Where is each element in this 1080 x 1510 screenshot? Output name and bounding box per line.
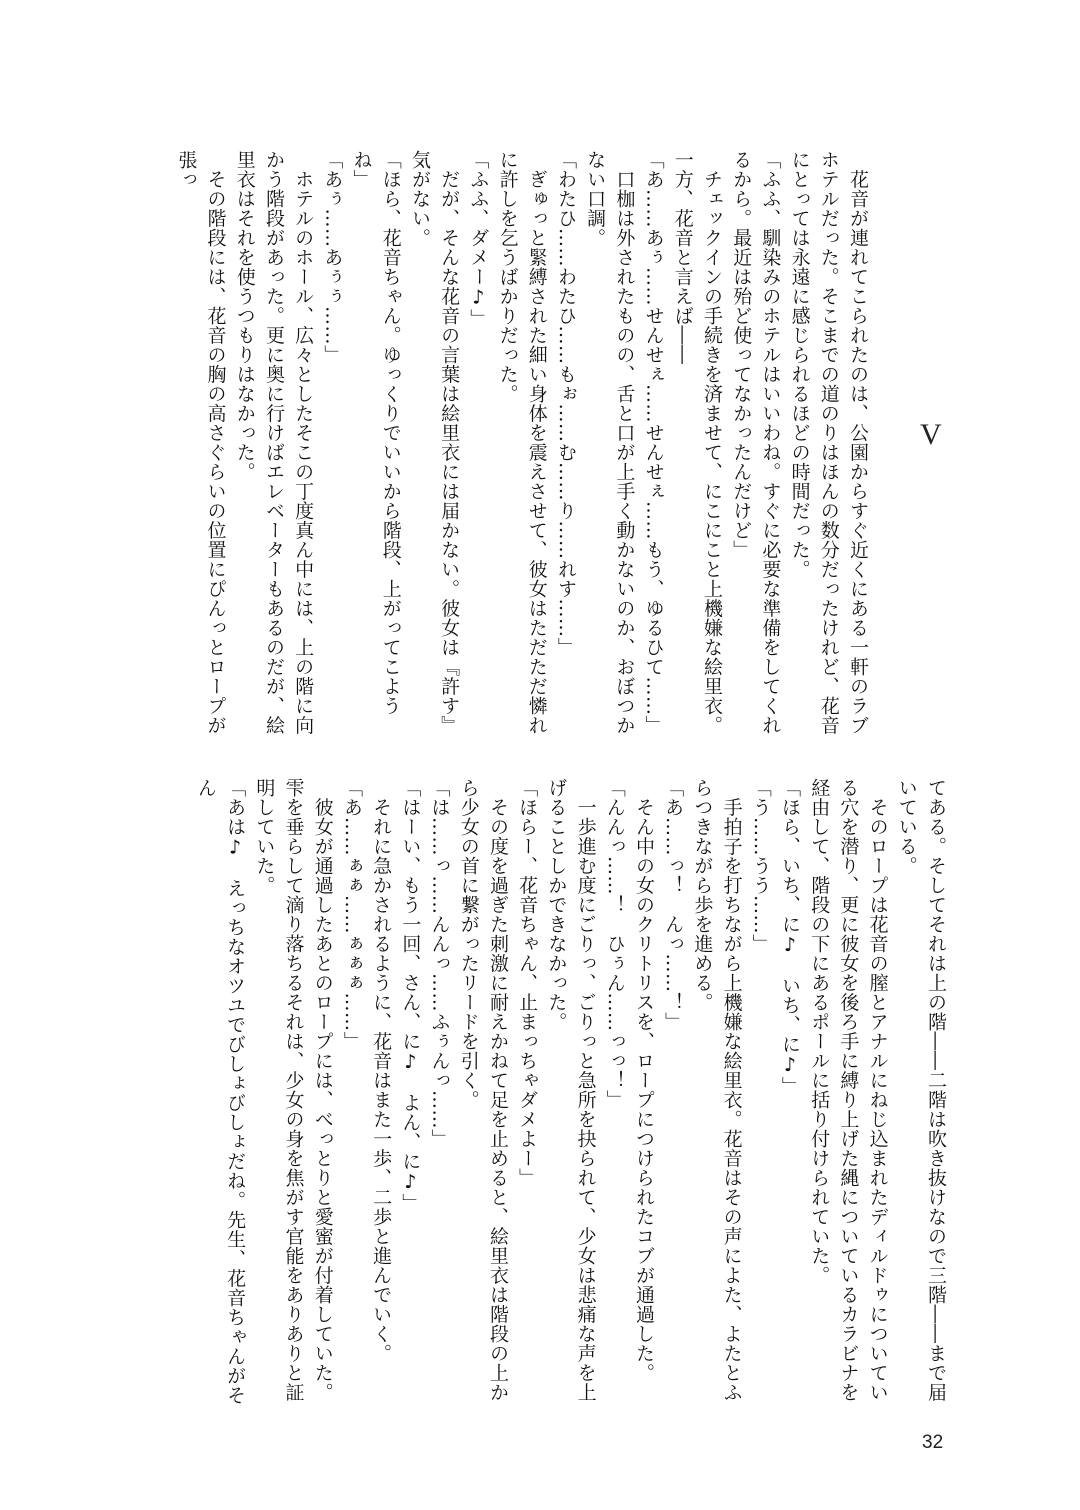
bottom-text-block xyxy=(140,778,950,1408)
paragraph: 花音が連れてこられたのは、公園からすぐ近くにある一軒のラブホテルだった。そこまでの道のりはほんの数分だったけれど、花音にとっては永遠に感じられるほどの時間だった。 xyxy=(788,150,869,735)
paragraph: 「ほら、いち、に♪ いち、に♪」 xyxy=(778,778,801,1096)
paragraph: だが、そんな花音の言葉は絵里衣には届かない。彼女は『許す』気がない。 xyxy=(408,150,461,735)
paragraph: 彼女が通過したあとのロープには、べっとりと愛蜜が付着していた。雫を垂らして滴り落ちるそれは、少女の身を焦がす官能をありありと証明していた。 xyxy=(253,778,334,1402)
paragraph: その階段には、花音の胸の高さぐらいの位置にぴんっとロープが張っ xyxy=(175,150,227,735)
paragraph: 口枷は外されたものの、舌と口が上手く動かないのか、おぼつかない口調。 xyxy=(584,150,636,735)
paragraph: 「んんっ……！ ひぅん……っっ！」 xyxy=(603,778,626,1110)
chapter-title: V xyxy=(920,418,942,451)
paragraph: チェックインの手続きを済ませて、にこにこと上機嫌な絵里衣。一方、花音と言えば―― xyxy=(671,150,723,735)
paragraph: 「ふふ、馴染みのホテルはいいわね。すぐに必要な準備をしてくれるから。最近は殆ど使ってなかったんだけど」 xyxy=(730,150,782,735)
paragraph: 「あ……あぅ……せんせぇ……せんせぇ……もう、ゆるひて……」 xyxy=(642,150,665,735)
paragraph: 「あ……ぁぁ……ぁぁぁ……」 xyxy=(340,778,363,1051)
page-number: 32 xyxy=(922,1432,944,1453)
paragraph: 「ほら、花音ちゃん。ゆっくりでいいから階段、上がってこようね」 xyxy=(350,150,402,716)
paragraph: 「あは♪ えっちなオツユでびしょびしょだね。先生、花音ちゃんがそん xyxy=(194,778,247,1405)
paragraph: 「う……うう……」 xyxy=(749,778,772,954)
paragraph: 「あ……っ！ んっ……！」 xyxy=(662,778,685,1032)
paragraph: 「あぅ……あぅぅ……」 xyxy=(321,150,344,365)
paragraph: それに急かされるように、花音はまた一歩、二歩と進んでいく。 xyxy=(370,778,393,1363)
paragraph: そん中の女のクリトリスを、ロープにつけられたコブが通過した。 xyxy=(632,778,655,1383)
paragraph: 一歩進む度にごりっ、ごりっと急所を抉られて、少女は悲痛な声を上げることしかできなかった。 xyxy=(545,778,597,1402)
paragraph: 手拍子を打ちながら上機嫌な絵里衣。花音はその声によた、よたとふらつきながら歩を進める。 xyxy=(691,778,743,1402)
paragraph: ホテルのホール、広々としたそこの丁度真ん中には、上の階に向かう階段があった。更に奥に行けばエレベーターもあるのだが、絵里衣はそれを使うつもりはなかった。 xyxy=(233,150,315,735)
paragraph: ぎゅっと緊縛された細い身体を震えさせて、彼女はただただ憐れに許しを乞うばかりだった。 xyxy=(496,150,548,735)
paragraph: 「はーい、もう一回、さん、に♪ よん、に♪」 xyxy=(399,778,422,1213)
paragraph: そのロープは花音の膣とアナルにねじ込まれたディルドゥについている穴を潜り、更に彼女を後ろ手に縛り上げた縄についているカラビナを経由して、階段の下にあるポールに括り付けられていた。 xyxy=(808,778,889,1402)
paragraph: 「わたひ……わたひ……もぉ……む……り……れす……」 xyxy=(554,150,577,657)
paragraph: 「ほらー、花音ちゃん、止まっちゃダメよー」 xyxy=(516,778,539,1188)
top-text-block xyxy=(152,150,872,740)
paragraph: その度を過ぎた刺激に耐えかねて足を止めると、絵里衣は階段の上から少女の首に繋がったリードを引く。 xyxy=(457,778,509,1402)
paragraph: 「ふふ、ダメー♪」 xyxy=(467,150,490,329)
paragraph: 「は……っ……んんっ……ふぅんっ……」 xyxy=(428,778,451,1149)
paragraph: てある。そしてそれは上の階――二階は吹き抜けなので三階――まで届いている。 xyxy=(895,778,947,1402)
